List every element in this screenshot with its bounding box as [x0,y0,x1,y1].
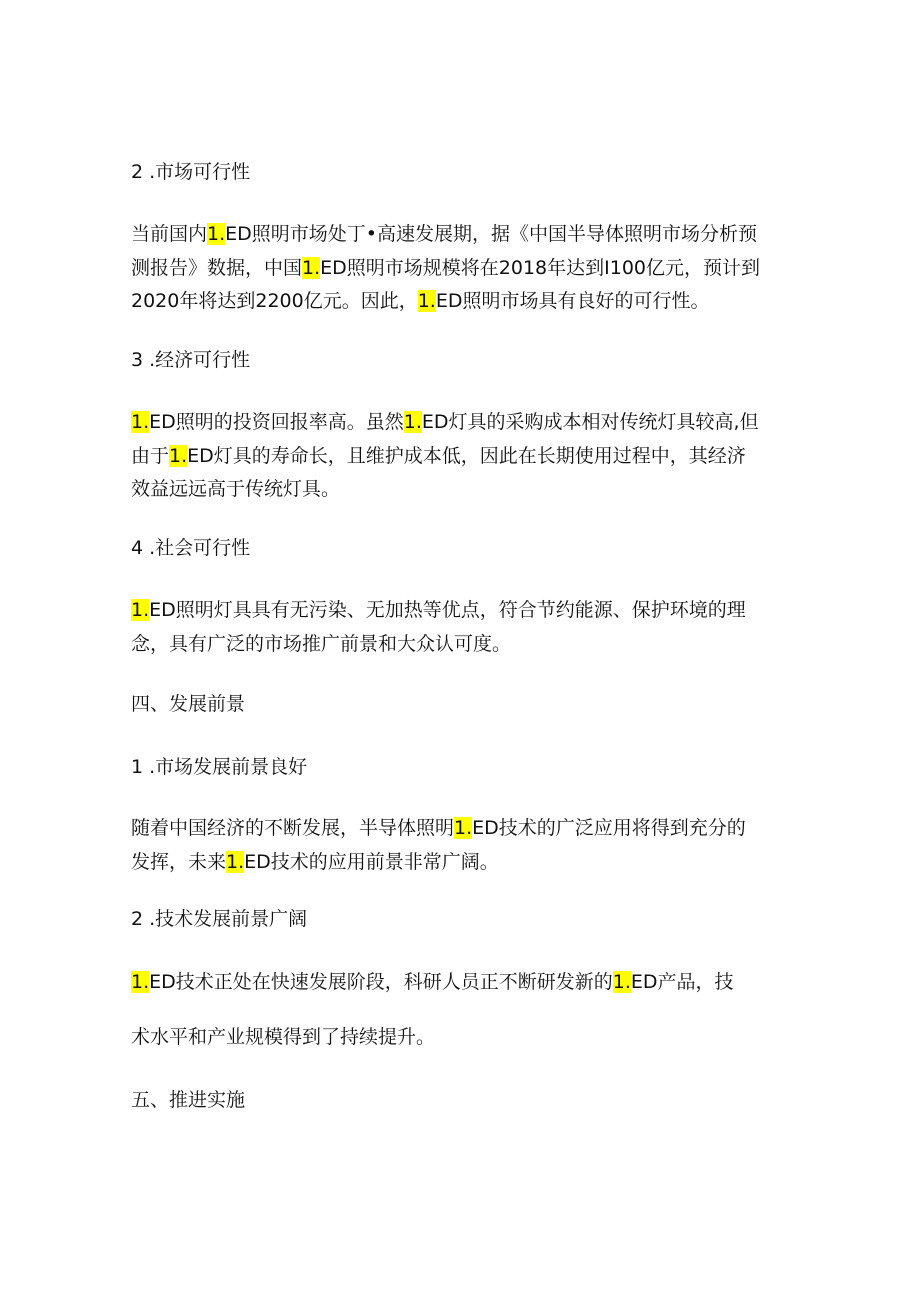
text-run: ED技术的广泛应用将得到充分的 [472,817,746,839]
paragraph-line [131,218,757,251]
paragraph-line [131,440,746,473]
section-title-implementation: 五、推进实施 [131,1089,246,1111]
highlighted-text: 1. [302,257,321,279]
section-heading-economic: 3 .经济可行性 [131,349,251,371]
highlighted-text: 1. [612,971,631,993]
text-run: ED灯具的寿命长，且维护成本低，因此在长期使用过程中，其经济 [187,445,746,467]
section-heading-social: 4 .社会可行性 [131,537,251,559]
text-run: 随着中国经济的不断发展，半导体照明 [131,817,455,839]
paragraph-line [131,812,746,845]
paragraph-line: 术水平和产业规模得到了持续提升。 [131,1026,436,1048]
text-run: ED灯具的采购成本相对传统灯具较高,但 [421,411,759,433]
text-run: ED照明市场规模将在2018年达到I100亿元，预计到 [320,257,761,279]
paragraph-line [131,252,760,285]
text-run: ED照明的投资回报率高。虽然 [149,411,404,433]
highlighted-text: 1. [454,817,473,839]
highlighted-text: 1. [131,971,150,993]
paragraph-line [131,594,746,627]
highlighted-text: 1. [131,599,150,621]
highlighted-text: 1. [207,223,226,245]
text-run: ED产品，技 [630,971,734,993]
text-run: ED技术的应用前景非常广阔。 [244,851,499,873]
paragraph-line [131,406,759,439]
paragraph-line: 效益远远高于传统灯具。 [131,478,341,500]
section-heading-market-prospects: 1 .市场发展前景良好 [131,756,308,778]
paragraph-line: 念，具有广泛的市场推广前景和大众认可度。 [131,633,512,655]
text-run: 发挥，未来 [131,851,227,873]
paragraph-line [131,285,710,318]
highlighted-text: 1. [169,445,188,467]
text-run: 由于 [131,445,170,467]
text-run: 2020年将达到2200亿元。因此， [131,290,418,312]
highlighted-text: 1. [403,411,422,433]
text-run: ED照明灯具具有无污染、无加热等优点，符合节约能源、保护环境的理 [149,599,746,621]
section-title-prospects: 四、发展前景 [131,693,246,715]
paragraph-line [131,846,499,879]
section-heading-market: 2 .市场可行性 [131,161,251,183]
highlighted-text: 1. [226,851,245,873]
text-run: ED照明市场处丁•高速发展期，据《中国半导体照明市场分析预 [225,223,758,245]
text-run: 当前国内 [131,223,208,245]
paragraph-line [131,966,734,999]
text-run: 测报告》数据，中国 [131,257,303,279]
highlighted-text: 1. [417,290,436,312]
highlighted-text: 1. [131,411,150,433]
text-run: ED技术正处在快速发展阶段，科研人员正不断研发新的 [149,971,613,993]
section-heading-tech-prospects: 2 .技术发展前景广阔 [131,908,308,930]
text-run: ED照明市场具有良好的可行性。 [435,290,710,312]
